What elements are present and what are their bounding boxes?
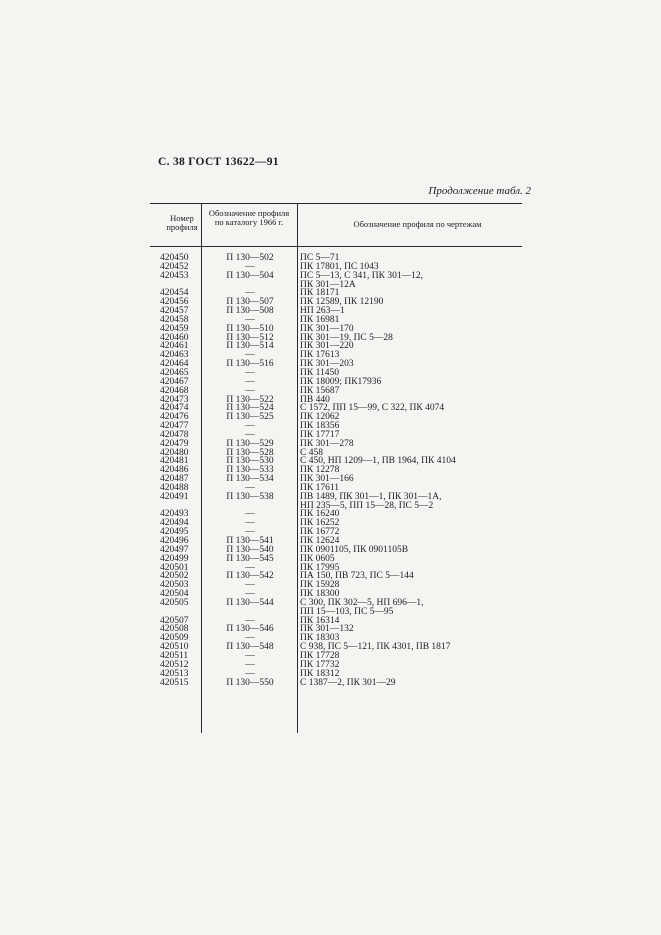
- drawing-designation-cell: С 1572, ПП 15—99, С 322, ПК 4074: [300, 403, 445, 414]
- drawing-designation-cell: ПК 301—19, ПС 5—28: [300, 332, 393, 343]
- drawing-designation-cell: С 300, ПК 302—5, НП 696—1,: [300, 597, 424, 608]
- profile-number-cell: 420480: [160, 447, 189, 458]
- catalog-designation-cell: П 130—548: [226, 642, 274, 653]
- catalog-designation-cell: —: [245, 562, 255, 573]
- drawing-designation-cell: ПК 12589, ПК 12190: [300, 297, 384, 308]
- drawing-designation-cell: ПС 5—71: [300, 253, 340, 263]
- drawing-designation-cell: ПК 301—12А: [300, 279, 356, 290]
- profile-number-cell: 420510: [160, 642, 189, 653]
- catalog-designation-cell: —: [245, 668, 255, 679]
- profile-number-cell: 420452: [160, 261, 189, 272]
- drawing-designation-cell: НП 235—5, ПП 15—28, ПС 5—2: [300, 500, 434, 511]
- profile-number-cell: 420454: [160, 288, 189, 299]
- profile-number-cell: 420508: [160, 624, 189, 635]
- drawing-designation-cell: ПК 16981: [300, 314, 340, 325]
- profile-number-cell: 420488: [160, 482, 189, 493]
- catalog-designation-cell: —: [245, 261, 255, 272]
- catalog-designation-cell: П 130—544: [226, 597, 274, 608]
- drawing-designation-cell: С 450, НП 1209—1, ПВ 1964, ПК 4104: [300, 456, 456, 467]
- profile-number-cell: 420479: [160, 438, 189, 449]
- catalog-designation-cell: П 130—540: [226, 544, 274, 555]
- drawing-designation-cell: ПК 17995: [300, 562, 340, 573]
- profile-number-cell: 420509: [160, 633, 189, 644]
- catalog-designation-cell: —: [245, 482, 255, 493]
- drawing-designation-cell: ПК 301—203: [300, 359, 354, 370]
- profile-number-cell: 420486: [160, 465, 189, 476]
- catalog-designation-cell: П 130—546: [226, 624, 274, 635]
- catalog-designation-cell: П 130—534: [226, 474, 274, 485]
- drawing-designation-cell: С 1387—2, ПК 301—29: [300, 677, 396, 688]
- drawing-designation-cell: ПВ 1489, ПК 301—1, ПК 301—1А,: [300, 491, 442, 502]
- drawing-designation-cell: ПК 301—220: [300, 341, 354, 352]
- profile-number-cell: 420463: [160, 350, 189, 361]
- drawing-designation-cell: ПК 17611: [300, 482, 339, 493]
- drawing-designation-cell: ПК 15687: [300, 385, 340, 396]
- catalog-designation-cell: —: [245, 429, 255, 440]
- column-header-catalog: Обозначение профиля по каталогу 1966 г.: [208, 208, 290, 227]
- profile-number-cell: 420460: [160, 332, 189, 343]
- drawing-designation-cell: С 458: [300, 447, 323, 458]
- catalog-designation-cell: П 130—514: [226, 341, 274, 352]
- profile-number-cell: 420494: [160, 518, 189, 529]
- profile-number-cell: 420493: [160, 509, 189, 520]
- profile-number-cell: 420473: [160, 394, 189, 405]
- catalog-designation-cell: П 130—533: [226, 465, 274, 476]
- drawing-designation-cell: ПК 0605: [300, 553, 335, 564]
- profile-number-cell: 420467: [160, 376, 189, 387]
- drawing-designation-cell: ПК 17728: [300, 650, 340, 661]
- catalog-designation-cell: —: [245, 527, 255, 538]
- profile-number-cell: 420512: [160, 659, 189, 670]
- table-row: [0, 679, 661, 688]
- drawing-designation-cell: ПК 301—132: [300, 624, 354, 635]
- table-body: [0, 254, 661, 687]
- catalog-designation-cell: П 130—512: [226, 332, 274, 343]
- column-header-number: Номер профиля: [166, 213, 198, 232]
- catalog-designation-cell: —: [245, 509, 255, 520]
- catalog-designation-cell: —: [245, 288, 255, 299]
- drawing-designation-cell: ПК 16240: [300, 509, 340, 520]
- catalog-designation-cell: П 130—541: [226, 536, 274, 546]
- catalog-designation-cell: —: [245, 367, 255, 378]
- drawing-designation-cell: ПА 150, ПВ 723, ПС 5—144: [300, 571, 414, 582]
- catalog-designation-cell: —: [245, 659, 255, 670]
- catalog-designation-cell: П 130—516: [226, 359, 274, 370]
- profile-number-cell: 420477: [160, 421, 189, 432]
- catalog-designation-cell: П 130—504: [226, 270, 274, 281]
- catalog-designation-cell: П 130—508: [226, 306, 274, 317]
- profile-number-cell: 420515: [160, 677, 189, 688]
- profile-number-cell: 420496: [160, 536, 189, 546]
- catalog-designation-cell: —: [245, 518, 255, 529]
- catalog-designation-cell: —: [245, 615, 255, 626]
- page-header: С. 38 ГОСТ 13622—91: [158, 156, 279, 168]
- catalog-designation-cell: —: [245, 385, 255, 396]
- catalog-designation-cell: П 130—542: [226, 571, 274, 582]
- catalog-designation-cell: П 130—507: [226, 297, 274, 308]
- table-top-rule: [150, 203, 522, 204]
- catalog-designation-cell: —: [245, 650, 255, 661]
- profile-number-cell: 420458: [160, 314, 189, 325]
- drawing-designation-cell: ПК 16772: [300, 527, 340, 538]
- profile-number-cell: 420507: [160, 615, 189, 626]
- profile-number-cell: 420453: [160, 270, 189, 281]
- drawing-designation-cell: ПК 17717: [300, 429, 340, 440]
- catalog-designation-cell: П 130—525: [226, 412, 274, 423]
- profile-number-cell: 420503: [160, 580, 189, 591]
- drawing-designation-cell: ПК 18171: [300, 288, 340, 299]
- table-row: [0, 387, 661, 396]
- drawing-designation-cell: ПП 15—103, ПС 5—95: [300, 606, 394, 617]
- drawing-designation-cell: ПК 0901105, ПК 0901105В: [300, 544, 409, 555]
- drawing-designation-cell: ПС 5—13, С 341, ПК 301—12,: [300, 270, 423, 281]
- table-header-rule: [150, 246, 522, 247]
- catalog-designation-cell: —: [245, 633, 255, 644]
- drawing-designation-cell: ПК 18300: [300, 589, 340, 600]
- catalog-designation-cell: П 130—528: [226, 447, 274, 458]
- table-row: [0, 440, 661, 449]
- drawing-designation-cell: С 938, ПС 5—121, ПК 4301, ПВ 1817: [300, 642, 451, 653]
- profile-number-cell: 420511: [160, 650, 189, 661]
- drawing-designation-cell: ПК 17801, ПС 1043: [300, 261, 379, 272]
- profile-number-cell: 420481: [160, 456, 189, 467]
- profile-number-cell: 420468: [160, 385, 189, 396]
- drawing-designation-cell: НП 263—1: [300, 306, 345, 317]
- profile-number-cell: 420474: [160, 403, 189, 414]
- catalog-designation-cell: П 130—502: [226, 253, 274, 263]
- catalog-designation-cell: —: [245, 376, 255, 387]
- catalog-designation-cell: П 130—524: [226, 403, 274, 414]
- column-header-drawings: Обозначение профиля по чертежам: [353, 219, 482, 229]
- catalog-designation-cell: П 130—550: [226, 677, 274, 688]
- profile-number-cell: 420501: [160, 562, 189, 573]
- drawing-designation-cell: ПК 15928: [300, 580, 340, 591]
- drawing-designation-cell: ПК 17732: [300, 659, 340, 670]
- profile-number-cell: 420465: [160, 367, 189, 378]
- drawing-designation-cell: ПК 12278: [300, 465, 340, 476]
- drawing-designation-cell: ПК 12624: [300, 536, 340, 546]
- profile-number-cell: 420495: [160, 527, 189, 538]
- catalog-designation-cell: —: [245, 589, 255, 600]
- profile-number-cell: 420513: [160, 668, 189, 679]
- catalog-designation-cell: П 130—510: [226, 323, 274, 334]
- drawing-designation-cell: ПК 16314: [300, 615, 340, 626]
- profile-number-cell: 420464: [160, 359, 189, 370]
- catalog-designation-cell: П 130—529: [226, 438, 274, 449]
- drawing-designation-cell: ПК 18009; ПК17936: [300, 376, 382, 387]
- catalog-designation-cell: П 130—545: [226, 553, 274, 564]
- catalog-designation-cell: —: [245, 421, 255, 432]
- drawing-designation-cell: ПК 18303: [300, 633, 340, 644]
- drawing-designation-cell: ПК 301—166: [300, 474, 354, 485]
- drawing-designation-cell: ПК 301—170: [300, 323, 354, 334]
- profile-number-cell: 420459: [160, 323, 189, 334]
- drawing-designation-cell: ПК 18356: [300, 421, 340, 432]
- drawing-designation-cell: ПК 12062: [300, 412, 340, 423]
- profile-number-cell: 420499: [160, 553, 189, 564]
- profile-number-cell: 420504: [160, 589, 189, 600]
- profile-number-cell: 420502: [160, 571, 189, 582]
- drawing-designation-cell: ПК 17613: [300, 350, 340, 361]
- profile-number-cell: 420450: [160, 253, 189, 263]
- profile-number-cell: 420505: [160, 597, 189, 608]
- profile-number-cell: 420476: [160, 412, 189, 423]
- profile-number-cell: 420491: [160, 491, 189, 502]
- profile-number-cell: 420487: [160, 474, 189, 485]
- catalog-designation-cell: П 130—522: [226, 394, 274, 405]
- drawing-designation-cell: ПВ 440: [300, 394, 330, 405]
- profile-number-cell: 420497: [160, 544, 189, 555]
- catalog-designation-cell: —: [245, 350, 255, 361]
- catalog-designation-cell: П 130—530: [226, 456, 274, 467]
- profile-number-cell: 420478: [160, 429, 189, 440]
- catalog-designation-cell: —: [245, 580, 255, 591]
- profile-number-cell: 420461: [160, 341, 189, 352]
- catalog-designation-cell: П 130—538: [226, 491, 274, 502]
- drawing-designation-cell: ПК 301—278: [300, 438, 354, 449]
- profile-number-cell: 420457: [160, 306, 189, 317]
- drawing-designation-cell: ПК 11450: [300, 367, 339, 378]
- drawing-designation-cell: ПК 16252: [300, 518, 340, 529]
- table-caption: Продолжение табл. 2: [428, 185, 531, 197]
- profile-number-cell: 420456: [160, 297, 189, 308]
- catalog-designation-cell: —: [245, 314, 255, 325]
- drawing-designation-cell: ПК 18312: [300, 668, 340, 679]
